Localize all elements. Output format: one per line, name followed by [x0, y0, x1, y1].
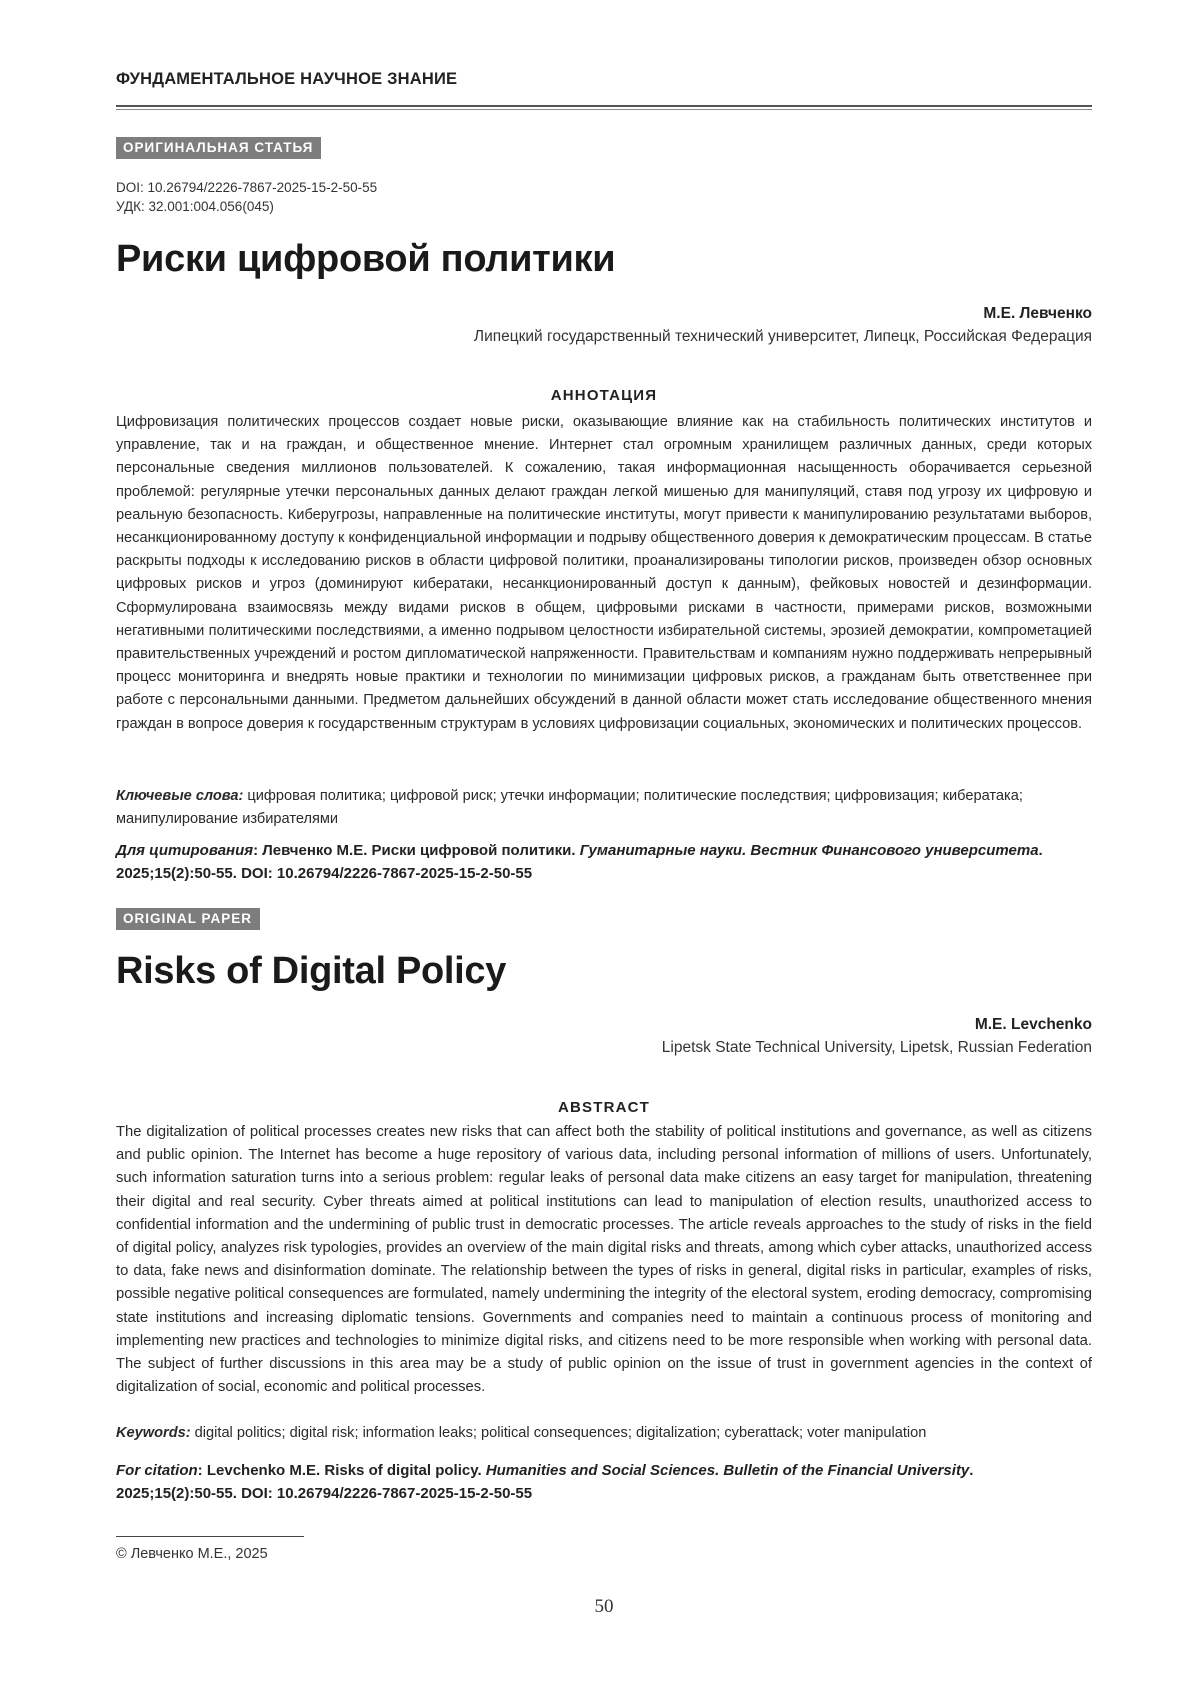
citation-text-ru: Левченко М.Е. Риски цифровой политики.: [262, 842, 575, 859]
author-affiliation-ru: Липецкий государственный технический университет, Липецк, Российская Федерация: [474, 328, 1092, 346]
keywords-label-en: Keywords:: [116, 1425, 191, 1441]
abstract-text-ru: Цифровизация политических процессов создает новые риски, оказывающие влияние как на стабильность политических институтов и управление, так и на граждан, и общественное мнение. Интернет стал огромным хранилищем различных данных, среди которых персональные сведения миллионов пользователей. К сожалению, такая информационная насыщен­ность оборачивается серьезной проблемой: регулярные утечки персональных данных делают граждан легкой мишенью для манипуляций, ставя под угрозу их цифровую и реальную безопасность. Киберугрозы, направленные на политические институты, могут привести к манипулированию результатами выборов, несанкционированному доступу к конфиденциальной информации и подрыву общественного доверия к демократическим процессам. В статье раскрыты подходы к исследова­нию рисков в области цифровой политики, проанализированы типологии рисков, произведен обзор основных цифровых рисков и угроз (доминируют кибератаки, несанкционированный доступ к данным), фейковых новостей и дезинформации. Сформулирована взаимосвязь между видами рисков в общем, цифровыми рисками в частности, примерами рисков, воз­можными негативными политическими последствиями, а именно подрывом целостности избирательной системы, эрозией демократии, компрометацией правительственных учреждений и ростом дипломатической напряженности. Правитель­ствам и компаниям нужно поддерживать непрерывный процесс мониторинга и внедрять новые практики и технологии по минимизации цифровых рисков, а гражданам быть ответственнее при работе с персональными данными. Предметом дальнейших обсуждений в данной области может стать исследование общественного мнения граждан в вопросе доверия к государственным структурам в условиях цифровизации социальных, экономических и политических процессов.: [116, 411, 1092, 736]
header-divider: [116, 105, 1092, 110]
article-type-badge-ru: ОРИГИНАЛЬНАЯ СТАТЬЯ: [116, 137, 321, 159]
author-affiliation-en: Lipetsk State Technical University, Lipetsk, Russian Federation: [662, 1039, 1092, 1057]
udk-line: УДК: 32.001:004.056(045): [116, 198, 274, 216]
citation-text-en: Levchenko M.E. Risks of digital policy.: [207, 1462, 482, 1479]
citation-label-en: For citation: [116, 1462, 198, 1479]
citation-en: For citation: Levchenko M.E. Risks of digital policy. Humanities and Social Sciences. Bulletin of the Financial University. 2025;15(2):50-55. DOI: 10.26794/2226-7867-2025-15-2-50-55: [116, 1459, 1092, 1505]
keywords-list-en: digital politics; digital risk; information leaks; political consequences; digitalization; cyberattack; voter manipulation: [195, 1425, 927, 1441]
page-number: 50: [116, 1596, 1092, 1618]
article-page: [116, 0, 1092, 1697]
citation-journal-en: Humanities and Social Sciences. Bulletin of the Financial University: [486, 1462, 969, 1479]
author-name-en: M.E. Levchenko: [975, 1016, 1092, 1034]
abstract-heading-en: ABSTRACT: [116, 1099, 1092, 1116]
abstract-text-en: The digitalization of political processes creates new risks that can affect both the stability of political institutions and governance, as well as citizens and public opinion. The Internet has become a huge repository of various data, including personal information of millions of users. Unfortunately, such information saturation turns into a serious problem: regular leaks of personal data make citizens an easy target for manipulation, threatening their digital and real security. Cyber threats aimed at political institutions can lead to manipulation of election results, unauthorized access to confidential information and the undermining of public trust in democratic processes. The article reveals approaches to the study of risks in the field of digital policy, analyzes risk typologies, provides an overview of the main digital risks and threats, among which cyber attacks, unauthorized access to data, fake news and disinformation dominate. The relationship between the types of risks in general, digital risks in particular, examples of risks, possible negative political consequences are formulated, namely undermining the integrity of the electoral system, eroding democracy, compromising state institutions and increasing diplomatic tensions. Governments and companies need to maintain a continuous process of monitoring and implementing new practices and technologies to minimize digital risks, and citizens need to be more responsible when working with personal data. The subject of further discussions in this area may be a study of public opinion on the issue of trust in government agencies in the context of digitalization of social, economic and political processes.: [116, 1121, 1092, 1399]
doi-line[interactable]: DOI: 10.26794/2226-7867-2025-15-2-50-55: [116, 179, 377, 197]
citation-ru: Для цитирования: Левченко М.Е. Риски цифровой политики. Гуманитарные науки. Вестник Финансового университета. 2025;15(2):50-55. DOI: 10.26794/2226-7867-2025-15-2-50-55: [116, 839, 1092, 885]
copyright-footnote: © Левченко М.Е., 2025: [116, 1546, 268, 1562]
citation-tail-ru[interactable]: 2025;15(2):50-55. DOI: 10.26794/2226-7867-2025-15-2-50-55: [116, 865, 532, 882]
keywords-label-ru: Ключевые слова:: [116, 788, 243, 804]
abstract-heading-ru: АННОТАЦИЯ: [116, 387, 1092, 404]
article-title-ru: Риски цифровой политики: [116, 237, 615, 281]
keywords-en: [116, 1422, 1092, 1445]
keywords-ru: [116, 785, 1092, 831]
keywords-list-ru: цифровая политика; цифровой риск; утечки информации; политические последствия; цифровизация; кибератака; манипулирование избирателями: [116, 788, 1023, 827]
citation-tail-en[interactable]: 2025;15(2):50-55. DOI: 10.26794/2226-7867-2025-15-2-50-55: [116, 1485, 532, 1502]
citation-journal-ru: Гуманитарные науки. Вестник Финансового университета: [580, 842, 1039, 859]
journal-section-header: ФУНДАМЕНТАЛЬНОЕ НАУЧНОЕ ЗНАНИЕ: [116, 70, 457, 89]
footnote-divider: [116, 1536, 304, 1537]
article-type-badge-en: ORIGINAL PAPER: [116, 908, 260, 930]
author-name-ru: М.Е. Левченко: [983, 305, 1092, 323]
article-title-en: Risks of Digital Policy: [116, 949, 506, 993]
citation-label-ru: Для цитирования: [116, 842, 253, 859]
